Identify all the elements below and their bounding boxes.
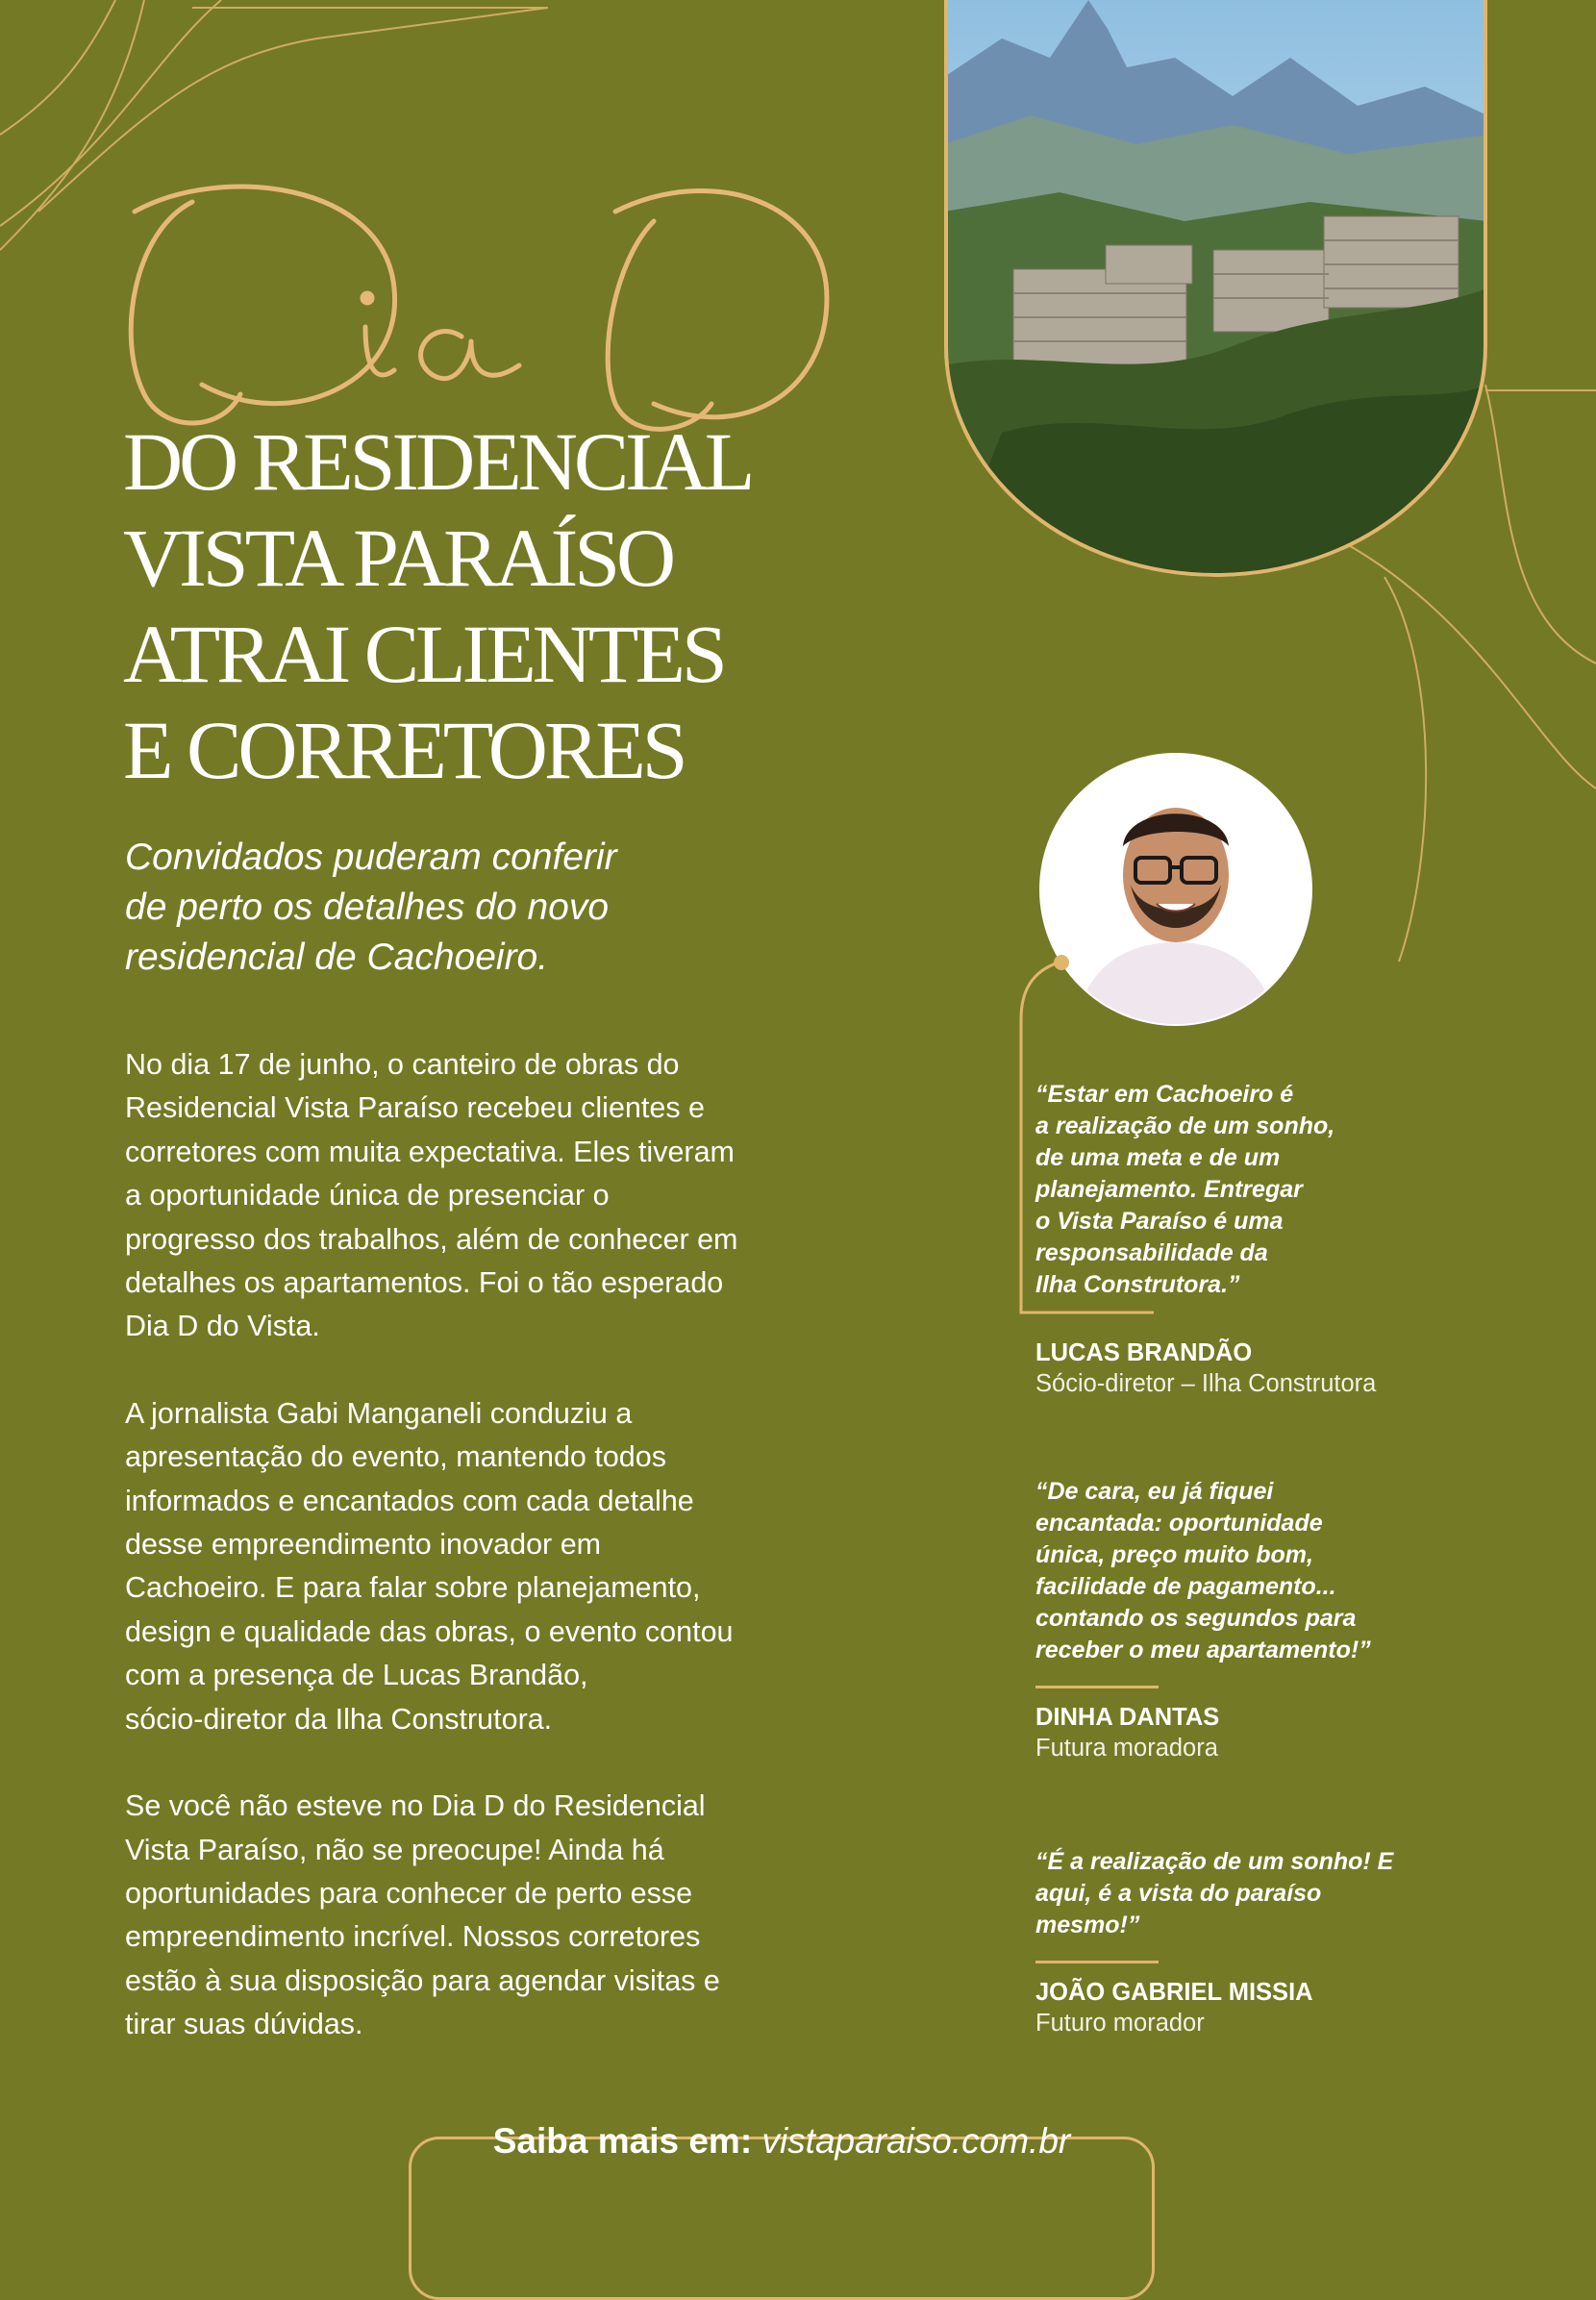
quote-line: responsabilidade da xyxy=(1035,1239,1268,1266)
text-line: corretores com muita expectativa. Eles tiveram xyxy=(125,1135,735,1168)
quote-block xyxy=(1035,1846,1478,2038)
quote-author-name: DINHA DANTAS xyxy=(1035,1704,1220,1731)
quote-author-role: Futura moradora xyxy=(1035,1735,1218,1762)
quote-line: única, preço muito bom, xyxy=(1035,1541,1313,1568)
text-line: Se você não esteve no Dia D do Residencial xyxy=(125,1789,706,1823)
text-line: empreendimento incrível. Nossos corretores xyxy=(125,1920,701,1954)
quote-line: Ilha Construtora.” xyxy=(1035,1271,1240,1298)
quote-text xyxy=(1035,1846,1478,1941)
text-line: informados e encantados com cada detalhe xyxy=(125,1484,694,1517)
quote-divider xyxy=(1035,1686,1159,1688)
quote-text xyxy=(1035,1476,1478,1666)
subtitle-line: Convidados puderam conferir xyxy=(125,837,617,878)
headline-line: VISTA PARAÍSO xyxy=(123,512,673,604)
quote-line: o Vista Paraíso é uma xyxy=(1035,1208,1284,1235)
text-line: design e qualidade das obras, o evento contou xyxy=(125,1614,734,1648)
text-line: Cachoeiro. E para falar sobre planejamento, xyxy=(125,1571,701,1605)
text-line: desse empreendimento inovador em xyxy=(125,1528,602,1562)
headline-line: DO RESIDENCIAL xyxy=(123,415,752,508)
subtitle-line: de perto os detalhes do novo xyxy=(125,887,610,928)
script-title-text: Dia D xyxy=(77,144,80,145)
quote-line: “É a realização de um sonho! E xyxy=(1035,1848,1394,1875)
quote-author-role: Sócio-diretor – Ilha Construtora xyxy=(1035,1370,1377,1397)
text-line: a oportunidade única de presenciar o xyxy=(125,1179,610,1212)
quote-line: receber o meu apartamento!” xyxy=(1035,1637,1371,1663)
headline-line: E CORRETORES xyxy=(123,704,685,796)
quote-line: de uma meta e de um xyxy=(1035,1144,1281,1171)
text-line: progresso dos trabalhos, além de conhecer em xyxy=(125,1222,738,1256)
text-line: detalhes os apartamentos. Foi o tão esperado xyxy=(125,1266,724,1300)
text-line: A jornalista Gabi Manganeli conduziu a xyxy=(125,1396,633,1430)
quote-line: “Estar em Cachoeiro é xyxy=(1035,1081,1294,1108)
quote-author-name: JOÃO GABRIEL MISSIA xyxy=(1035,1979,1313,2006)
text-line: oportunidades para conhecer de perto esse xyxy=(125,1876,693,1910)
quote-line: “De cara, eu já fiquei xyxy=(1035,1478,1274,1505)
text-line: estão à sua disposição para agendar visitas e xyxy=(125,1963,720,1997)
text-line: No dia 17 de junho, o canteiro de obras do xyxy=(125,1048,680,1081)
quote-line: planejamento. Entregar xyxy=(1035,1176,1303,1203)
quote-line: encantada: oportunidade xyxy=(1035,1510,1323,1537)
footer-label: Saiba mais em: xyxy=(492,2121,753,2161)
text-line: Dia D do Vista. xyxy=(125,1310,320,1343)
quote-author-name: LUCAS BRANDÃO xyxy=(1035,1339,1253,1366)
text-line: apresentação do evento, mantendo todos xyxy=(125,1440,666,1474)
subtitle-line: residencial de Cachoeiro. xyxy=(125,937,549,978)
text-line: sócio-diretor da Ilha Construtora. xyxy=(125,1702,553,1736)
quote-author-role: Futuro morador xyxy=(1035,2010,1205,2037)
text-line: Residencial Vista Paraíso recebeu clientes e xyxy=(125,1091,706,1125)
text-line: Vista Paraíso, não se preocupe! Ainda há xyxy=(125,1833,664,1866)
footer-url-link[interactable]: vistaparaiso.com.br xyxy=(761,2121,1071,2161)
quote-block xyxy=(1035,1079,1478,1399)
quote-line: facilidade de pagamento... xyxy=(1035,1573,1336,1600)
quote-block xyxy=(1035,1476,1478,1763)
text-line: tirar suas dúvidas. xyxy=(125,2008,363,2041)
footer-cta xyxy=(409,2112,1155,2170)
quote-text xyxy=(1035,1079,1478,1301)
quote-divider xyxy=(1035,1961,1159,1963)
headline-line: ATRAI CLIENTES xyxy=(123,608,724,700)
quote-line: aqui, é a vista do paraíso xyxy=(1035,1880,1322,1907)
quote-line: a realização de um sonho, xyxy=(1035,1112,1335,1139)
text-line: com a presença de Lucas Brandão, xyxy=(125,1659,588,1692)
quote-line: contando os segundos para xyxy=(1035,1605,1357,1632)
quote-line: mesmo!” xyxy=(1035,1912,1140,1938)
